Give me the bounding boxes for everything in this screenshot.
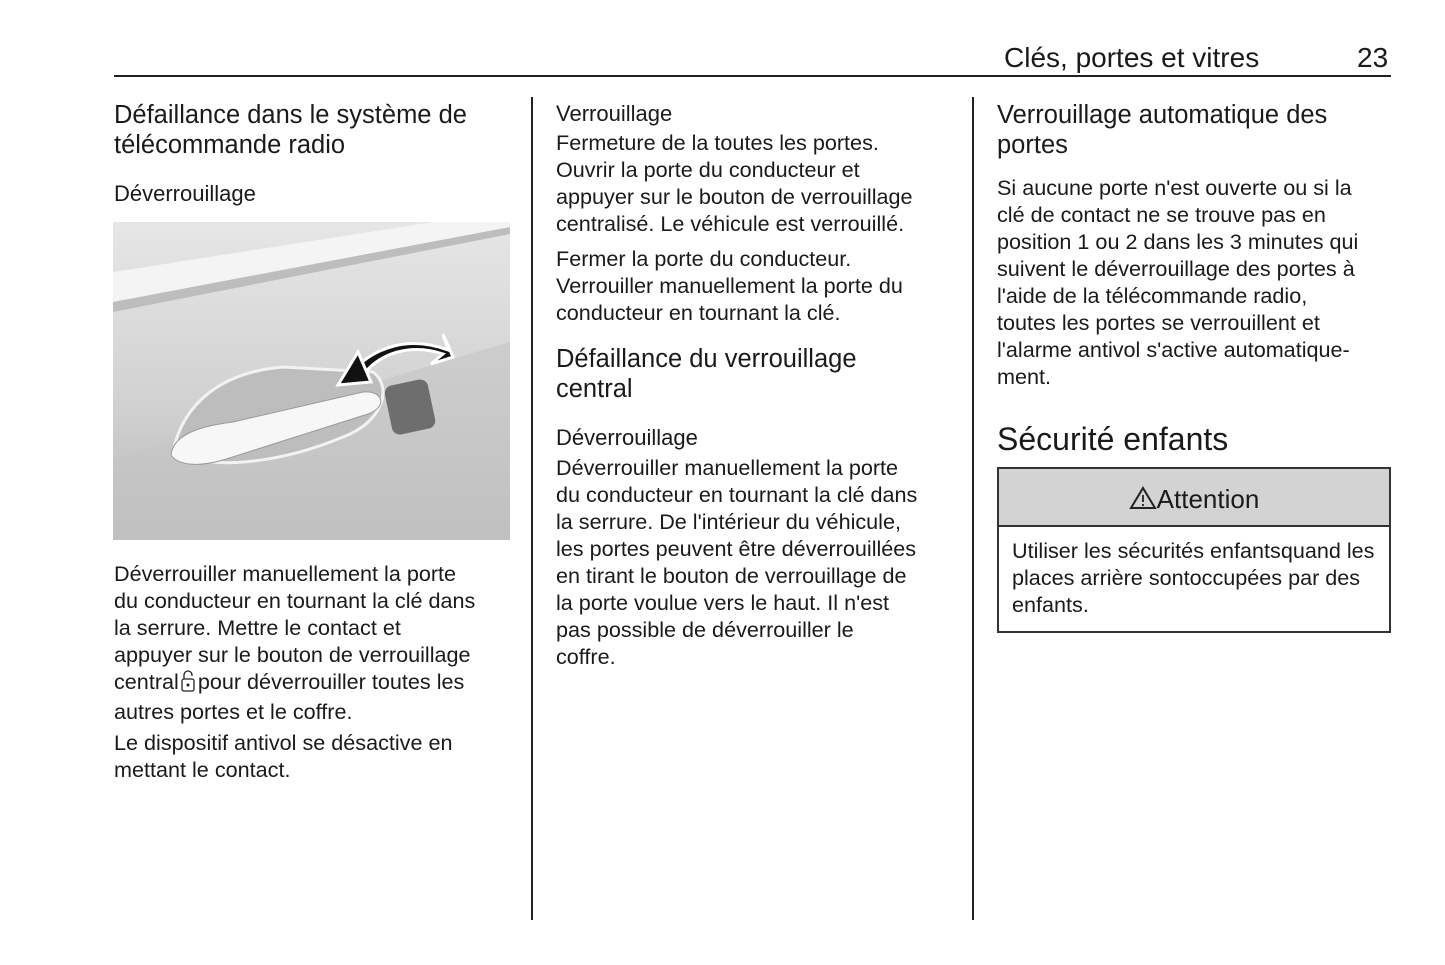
warning-triangle-icon bbox=[1129, 471, 1157, 531]
text-line: Déverrouiller manuellement la porte bbox=[556, 455, 899, 480]
text-line: occupées par des enfants. bbox=[1012, 565, 1361, 617]
text-line: l'alarme antivol s'active automatique- bbox=[997, 337, 1350, 362]
text-line: Verrouiller manuellement la porte du bbox=[556, 273, 903, 298]
warning-box bbox=[997, 467, 1391, 633]
text-line: la serrure. Mettre le contact et bbox=[114, 615, 401, 640]
text-line: appuyer sur le bouton de verrouillage bbox=[556, 184, 913, 209]
text-line: Ouvrir la porte du conducteur et bbox=[556, 157, 860, 182]
text-line: du conducteur en tournant la clé dans bbox=[114, 588, 476, 613]
paragraph-auto-locking bbox=[997, 174, 1358, 390]
subheading-unlocking: Déverrouillage bbox=[114, 181, 256, 206]
column-divider bbox=[531, 97, 533, 920]
text-line: coffre. bbox=[556, 644, 616, 669]
text-line: l'aide de la télécommande radio, bbox=[997, 283, 1308, 308]
text-line: la serrure. De l'intérieur du véhicule, bbox=[556, 509, 901, 534]
text-line: en tirant le bouton de verrouillage de bbox=[556, 563, 907, 588]
column-divider bbox=[972, 97, 974, 920]
text-line: Défaillance du verrouillage bbox=[556, 345, 857, 373]
paragraph-antitheft bbox=[114, 729, 453, 783]
paragraph-close-door bbox=[556, 245, 903, 326]
text-line: Verrouillage automatique des bbox=[997, 101, 1328, 129]
text-line: centralisé. Le véhicule est verrouillé. bbox=[556, 211, 905, 236]
text-line: Fermeture de la toutes les portes. bbox=[556, 130, 879, 155]
text-line: Fermer la porte du conducteur. bbox=[556, 246, 852, 271]
text-line: central bbox=[556, 375, 633, 403]
unlock-icon bbox=[181, 670, 195, 698]
header-rule bbox=[114, 75, 1391, 77]
text-line: conducteur en tournant la clé. bbox=[556, 300, 841, 325]
text-line: les portes peuvent être déverrouillées bbox=[556, 536, 917, 561]
warning-title: Attention bbox=[1156, 484, 1260, 514]
text-line: position 1 ou 2 dans les 3 minutes qui bbox=[997, 229, 1359, 254]
text-line: quand les places arrière sont bbox=[1012, 538, 1375, 590]
text-line: du conducteur en tournant la clé dans bbox=[556, 482, 918, 507]
paragraph-manual-unlock-central bbox=[556, 454, 917, 670]
text-line: autres portes et le coffre. bbox=[114, 699, 353, 724]
text-line: pas possible de déverrouiller le bbox=[556, 617, 854, 642]
warning-header bbox=[999, 469, 1389, 527]
text: central bbox=[114, 669, 179, 694]
text-line: toutes les portes se verrouillent et bbox=[997, 310, 1320, 335]
text-line: Utiliser les sécurités enfants bbox=[1012, 538, 1281, 563]
text-line: ment. bbox=[997, 364, 1052, 389]
text-line: Déverrouiller manuellement la porte bbox=[114, 561, 457, 586]
text-line: clé de contact ne se trouve pas en bbox=[997, 202, 1326, 227]
text-line: Défaillance dans le système de bbox=[114, 101, 467, 129]
section-title: Clés, portes et vitres bbox=[1004, 42, 1260, 73]
text-line: mettant le contact. bbox=[114, 757, 291, 782]
door-handle-key-illustration bbox=[113, 222, 510, 540]
heading-central-locking-failure bbox=[556, 344, 857, 404]
text-line: suivent le déverrouillage des portes à bbox=[997, 256, 1355, 281]
text: pour déverrouiller toutes les bbox=[197, 669, 465, 694]
heading-auto-locking bbox=[997, 100, 1327, 160]
text-line: télécommande radio bbox=[114, 131, 346, 159]
heading-remote-failure bbox=[114, 100, 467, 160]
text-line: la porte voulue vers le haut. Il n'est bbox=[556, 590, 890, 615]
text-line: Le dispositif antivol se désactive en bbox=[114, 730, 453, 755]
text-line: appuyer sur le bouton de verrouillage bbox=[114, 642, 471, 667]
heading-child-safety: Sécurité enfants bbox=[997, 421, 1229, 457]
subheading-unlocking: Déverrouillage bbox=[556, 425, 698, 450]
paragraph-locking bbox=[556, 129, 913, 237]
page-number: 23 bbox=[1357, 42, 1389, 73]
text-line: portes bbox=[997, 131, 1068, 159]
text-line: Si aucune porte n'est ouverte ou si la bbox=[997, 175, 1352, 200]
subheading-locking: Verrouillage bbox=[556, 101, 673, 126]
warning-text bbox=[999, 527, 1389, 618]
paragraph-manual-unlock bbox=[114, 560, 475, 725]
